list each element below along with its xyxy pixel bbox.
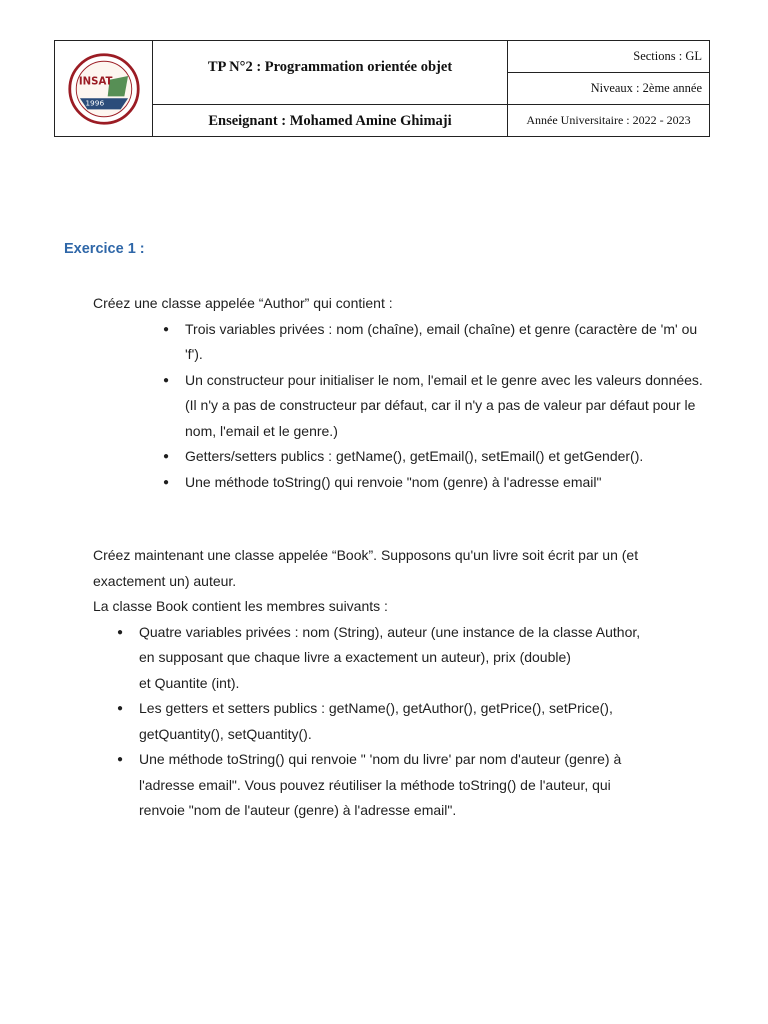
book-intro: Créez maintenant une classe appelée “Book”. Supposons qu'un livre soit écrit par un (et exactement un) auteur.: [93, 547, 639, 589]
list-item-line: et Quantite (int).: [139, 674, 240, 691]
logo-year: 1996: [84, 98, 104, 108]
list-item-line: l'adresse email". Vous pouvez réutiliser la méthode toString() de l'auteur, qui: [139, 776, 611, 793]
annee-cell: Année Universitaire : 2022 - 2023: [508, 105, 710, 137]
insat-logo: [67, 52, 141, 126]
book-intro-2: La classe Book contient les membres suivants :: [93, 598, 388, 614]
bullet-icon: ●: [163, 476, 170, 488]
author-list: [163, 317, 713, 496]
bullet-icon: ●: [163, 374, 170, 386]
list-item-line: Une méthode toString() qui renvoie " 'nom du livre' par nom d'auteur (genre) à: [139, 751, 622, 767]
logo-text: INSAT: [78, 75, 112, 87]
exercise-heading: Exercice 1 :: [64, 241, 145, 257]
teacher-name: Enseignant : Mohamed Amine Ghimaji: [208, 112, 452, 129]
list-item-line: Les getters et setters publics : getName(), getAuthor(), getPrice(), setPrice(),: [139, 700, 613, 716]
bullet-icon: ●: [117, 703, 124, 714]
header-table: [54, 40, 710, 137]
list-item-text: Trois variables privées : nom (chaîne), email (chaîne) et genre (caractère de 'm' ou 'f').: [185, 320, 698, 362]
bullet-icon: ●: [163, 451, 170, 462]
author-intro: Créez une classe appelée “Author” qui contient :: [93, 295, 393, 311]
logo-cell: [55, 41, 153, 137]
title-cell: [153, 41, 508, 105]
list-item-line: en supposant que chaque livre a exactement un auteur), prix (double): [139, 649, 571, 665]
bullet-icon: ●: [117, 754, 124, 765]
book-section: [93, 543, 673, 824]
list-item: [117, 747, 673, 824]
list-item-line: renvoie "nom de l'auteur (genre) à l'adresse email".: [139, 802, 457, 818]
bullet-icon: ●: [163, 323, 170, 335]
list-item: [163, 368, 713, 445]
list-item-text: Getters/setters publics : getName(), getEmail(), setEmail() et getGender().: [185, 448, 644, 464]
list-item: [163, 317, 713, 368]
niveaux-cell: Niveaux : 2ème année: [508, 73, 710, 105]
list-item: [163, 444, 713, 470]
bullet-icon: ●: [117, 626, 124, 638]
teacher-cell: [153, 105, 508, 137]
book-list: [117, 620, 673, 824]
list-item-line: Quatre variables privées : nom (String), auteur (une instance de la classe Author,: [139, 623, 641, 640]
sections-cell: Sections : GL: [508, 41, 710, 73]
list-item: [117, 696, 673, 747]
list-item-text: Une méthode toString() qui renvoie "nom (genre) à l'adresse email": [185, 473, 602, 490]
document-title: TP N°2 : Programmation orientée objet: [207, 58, 453, 75]
author-section: [93, 291, 713, 495]
list-item: [117, 620, 673, 697]
list-item: [163, 470, 713, 496]
list-item-line: getQuantity(), setQuantity().: [139, 725, 312, 742]
list-item-text: Un constructeur pour initialiser le nom, l'email et le genre avec les valeurs données. (Il n'y a pas de constructeur par défaut, car il n'y a pas de valeur par défaut pour le nom, l'email et le genre.): [185, 371, 703, 439]
